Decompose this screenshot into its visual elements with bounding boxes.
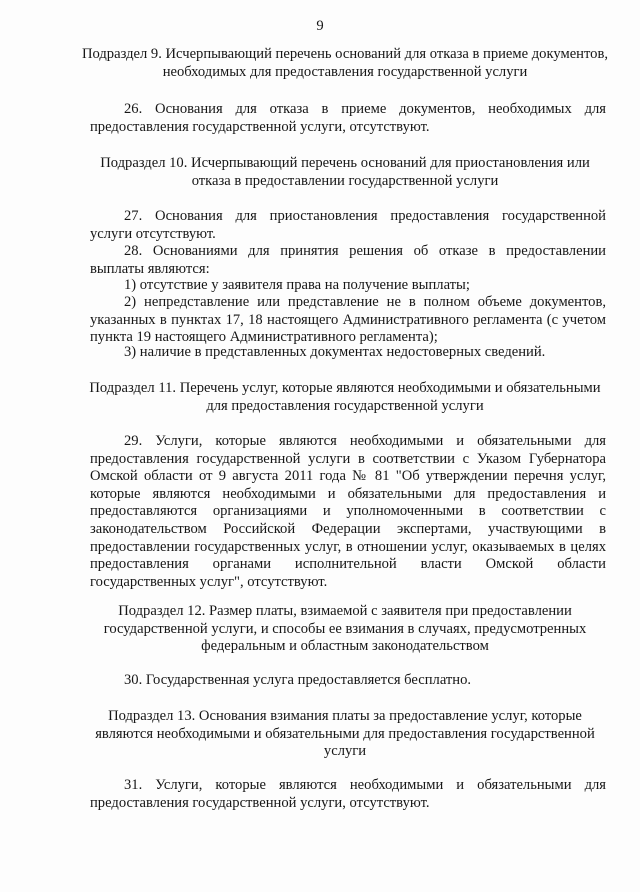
paragraph-28-item-1: 1) отсутствие у заявителя права на получение выплаты; <box>124 277 470 293</box>
paragraph-29: 29. Услуги, которые являются необходимыми и обязательными для предоставления государственной услуги в соответствии с Указом Губернатора Омской области от 9 августа 2011 года № 81 "Об утверждении перечня услуг, которые являются необходимыми и обязательными для предоставления и предоставляются организациями и уполномоченными в соответствии с законодательством Российской Федерации экспертами, участвующими в предоставлении государственных услуг, в отношении услуг, оказываемых в целях предоставления органами исполнительной власти Омской области государственных услуг", отсутствуют. <box>90 433 606 590</box>
subsection-10-heading: Подраздел 10. Исчерпывающий перечень оснований для приостановления или отказа в предоставлении государственной услуги <box>100 155 590 189</box>
paragraph-28: 28. Основаниями для принятия решения об отказе в предоставлении выплаты являются: <box>90 243 606 277</box>
paragraph-26: 26. Основания для отказа в приеме документов, необходимых для предоставления государственной услуги, отсутствуют. <box>90 101 606 135</box>
paragraph-31: 31. Услуги, которые являются необходимыми и обязательными для предоставления государственной услуги, отсутствуют. <box>90 777 606 811</box>
paragraph-28-item-2: 2) непредставление или представление не в полном объеме документов, указанных в пунктах 17, 18 настоящего Административного регламента (с учетом пункта 19 настоящего Административного регламента); <box>90 294 606 346</box>
subsection-13-heading: Подраздел 13. Основания взимания платы за предоставление услуг, которые являются необходимыми и обязательными для предоставления государственной услуги <box>95 708 595 760</box>
subsection-11-heading: Подраздел 11. Перечень услуг, которые являются необходимыми и обязательными для предоставления государственной услуги <box>89 380 601 414</box>
paragraph-28-item-3: 3) наличие в представленных документах недостоверных сведений. <box>124 344 546 360</box>
page-number: 9 <box>316 18 324 34</box>
paragraph-27: 27. Основания для приостановления предоставления государственной услуги отсутствуют. <box>90 208 606 242</box>
subsection-9-heading: Подраздел 9. Исчерпывающий перечень оснований для отказа в приеме документов, необходимых для предоставления государственной услуги <box>81 46 609 80</box>
paragraph-30: 30. Государственная услуга предоставляется бесплатно. <box>124 672 472 688</box>
subsection-12-heading: Подраздел 12. Размер платы, взимаемой с заявителя при предоставлении государственной услуги, и способы ее взимания в случаях, предусмотренных федеральным и областным законодательством <box>103 603 587 655</box>
